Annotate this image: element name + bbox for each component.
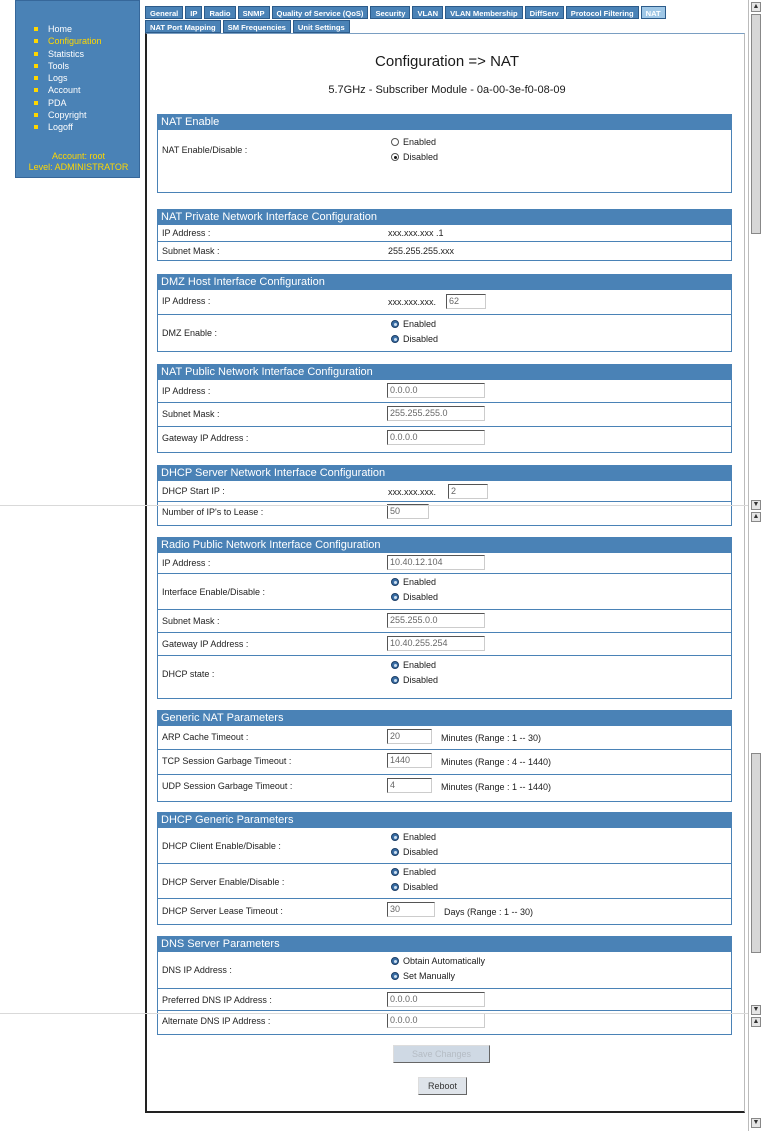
radio-ip-label: IP Address : — [162, 558, 211, 568]
tab-row-2 — [145, 20, 745, 33]
frame-divider-line — [0, 505, 748, 506]
radio-ifen-enabled[interactable] — [391, 577, 436, 587]
section-generic-nat — [157, 710, 732, 802]
section-dns — [157, 936, 732, 1035]
radio-dns-manual[interactable] — [391, 971, 455, 981]
radio-label: Enabled — [403, 832, 437, 842]
radio-dhcp-label: DHCP state : — [162, 669, 215, 679]
row-dns-pref — [158, 989, 731, 1011]
radio-label: Disabled — [403, 152, 439, 162]
nav-item-configuration[interactable]: Configuration — [34, 35, 139, 47]
tcp-input[interactable]: 1440 — [387, 753, 432, 768]
radio-label: Enabled — [403, 867, 437, 877]
section-header: Radio Public Network Interface Configuration — [158, 538, 731, 553]
private-mask-value: 255.255.255.xxx — [388, 246, 455, 256]
radio-label: Disabled — [403, 334, 439, 344]
tab-security[interactable]: Security — [370, 6, 410, 19]
radio-label: Obtain Automatically — [403, 956, 486, 966]
section-header: DMZ Host Interface Configuration — [158, 275, 731, 290]
udp-unit: Minutes (Range : 1 -- 1440) — [441, 782, 552, 792]
save-changes-button[interactable]: Save Changes — [393, 1045, 490, 1063]
row-public-ip — [158, 380, 731, 403]
radio-gw-label: Gateway IP Address : — [162, 639, 249, 649]
radio-label: Disabled — [403, 882, 439, 892]
row-dns-alt — [158, 1011, 731, 1033]
radio-ifen-label: Interface Enable/Disable : — [162, 587, 266, 597]
radio-dmz-enabled[interactable] — [391, 319, 436, 329]
radio-dhcp-client-disabled[interactable] — [391, 847, 438, 857]
arp-label: ARP Cache Timeout : — [162, 732, 249, 742]
tab-nat[interactable]: NAT — [641, 6, 666, 19]
row-dmz-ip — [158, 290, 731, 315]
radio-circle-icon[interactable] — [391, 578, 399, 586]
tab-vlan-membership[interactable]: VLAN Membership — [445, 6, 523, 19]
row-arp — [158, 726, 731, 750]
section-header: DNS Server Parameters — [158, 937, 731, 952]
row-dmz-enable — [158, 315, 731, 351]
radio-gw-input[interactable]: 10.40.255.254 — [387, 636, 485, 651]
tab-diffserv[interactable]: DiffServ — [525, 6, 564, 19]
udp-label: UDP Session Garbage Timeout : — [162, 781, 293, 791]
section-header: NAT Public Network Interface Configuration — [158, 365, 731, 380]
dhcp-lease-input[interactable]: 30 — [387, 902, 435, 917]
tab-radio[interactable]: Radio — [204, 6, 235, 19]
dhcp-num-input[interactable]: 50 — [387, 504, 429, 519]
dns-pref-input[interactable]: 0.0.0.0 — [387, 992, 485, 1007]
row-radio-ip — [158, 553, 731, 574]
nav-item-home[interactable]: Home — [34, 23, 139, 35]
dhcp-lease-unit: Days (Range : 1 -- 30) — [444, 907, 534, 917]
dmz-enable-label: DMZ Enable : — [162, 328, 218, 338]
row-radio-ifen — [158, 574, 731, 610]
radio-dhcp-disabled[interactable] — [391, 675, 438, 685]
row-private-ip — [158, 225, 731, 242]
nav-item-tools[interactable]: Tools — [34, 60, 139, 72]
tab-general[interactable]: General — [145, 6, 183, 19]
radio-dhcp-server-disabled[interactable] — [391, 882, 438, 892]
section-header: Generic NAT Parameters — [158, 711, 731, 726]
section-header: DHCP Generic Parameters — [158, 813, 731, 828]
dhcp-start-label: DHCP Start IP : — [162, 486, 225, 496]
section-dhcp-generic — [157, 812, 732, 925]
private-ip-label: IP Address : — [162, 228, 211, 238]
radio-mask-input[interactable]: 255.255.0.0 — [387, 613, 485, 628]
tcp-label: TCP Session Garbage Timeout : — [162, 756, 292, 766]
radio-ifen-disabled[interactable] — [391, 592, 438, 602]
section-header: NAT Enable — [158, 115, 731, 130]
section-nat-enable — [157, 114, 732, 193]
frame-divider-line — [0, 1013, 748, 1014]
radio-circle-icon[interactable] — [391, 848, 399, 856]
public-gw-label: Gateway IP Address : — [162, 433, 249, 443]
radio-nat-disabled[interactable] — [391, 152, 438, 162]
radio-dhcp-enabled[interactable] — [391, 660, 436, 670]
row-dhcp-start — [158, 481, 731, 502]
row-public-mask — [158, 403, 731, 427]
row-radio-gw — [158, 633, 731, 656]
scroll-down-icon[interactable]: ▼ — [752, 1119, 760, 1126]
row-dns-ip — [158, 952, 731, 989]
tab-sm-frequencies[interactable]: SM Frequencies — [223, 20, 291, 33]
scroll-up-icon[interactable]: ▲ — [752, 1018, 760, 1025]
account-info — [16, 151, 141, 173]
row-radio-dhcp — [158, 656, 731, 693]
dns-ip-label: DNS IP Address : — [162, 965, 232, 975]
row-dhcp-server — [158, 864, 731, 899]
tab-vlan[interactable]: VLAN — [412, 6, 443, 19]
radio-circle-icon[interactable] — [391, 883, 399, 891]
nav-item-pda[interactable]: PDA — [34, 97, 139, 109]
radio-circle-icon[interactable] — [391, 335, 399, 343]
page-title: Configuration => NAT — [375, 53, 519, 70]
radio-circle-icon[interactable] — [391, 833, 399, 841]
dns-pref-label: Preferred DNS IP Address : — [162, 995, 272, 1005]
section-header: DHCP Server Network Interface Configuration — [158, 466, 731, 481]
scroll-thumb[interactable] — [751, 753, 761, 953]
radio-label: Enabled — [403, 577, 437, 587]
radio-mask-label: Subnet Mask : — [162, 616, 220, 626]
dmz-ip-label: IP Address : — [162, 296, 211, 306]
row-tcp — [158, 750, 731, 775]
tab-ip[interactable]: IP — [185, 6, 202, 19]
row-nat-enable — [158, 130, 731, 190]
dhcp-lease-label: DHCP Server Lease Timeout : — [162, 906, 283, 916]
private-mask-label: Subnet Mask : — [162, 246, 220, 256]
radio-dhcp-server-enabled[interactable] — [391, 867, 436, 877]
account-level: Level: ADMINISTRATOR — [28, 162, 129, 172]
nav-list — [16, 1, 139, 134]
dhcp-start-prefix: xxx.xxx.xxx. — [388, 487, 437, 497]
radio-label: Enabled — [403, 660, 437, 670]
radio-label: Set Manually — [403, 971, 456, 981]
dmz-ip-input[interactable]: 62 — [446, 294, 486, 309]
section-nat-private — [157, 209, 732, 261]
radio-label: Enabled — [403, 319, 437, 329]
public-mask-label: Subnet Mask : — [162, 409, 220, 419]
scroll-thumb[interactable] — [751, 14, 761, 234]
radio-nat-enabled[interactable] — [391, 137, 436, 147]
radio-circle-icon[interactable] — [391, 957, 399, 965]
nav-item-statistics[interactable]: Statistics — [34, 48, 139, 60]
section-radio-public — [157, 537, 732, 699]
page-subtitle: 5.7GHz - Subscriber Module - 0a-00-3e-f0-08-09 — [328, 84, 566, 96]
arp-unit: Minutes (Range : 1 -- 30) — [441, 733, 542, 743]
dhcp-server-label: DHCP Server Enable/Disable : — [162, 877, 285, 887]
tab-qos[interactable]: Quality of Service (QoS) — [272, 6, 369, 19]
nat-enable-label: NAT Enable/Disable : — [162, 145, 248, 155]
tab-row-1 — [145, 6, 745, 19]
radio-dhcp-client-enabled[interactable] — [391, 832, 436, 842]
row-dhcp-lease — [158, 899, 731, 924]
row-public-gw — [158, 427, 731, 452]
radio-circle-icon[interactable] — [391, 676, 399, 684]
dhcp-start-input[interactable]: 2 — [448, 484, 488, 499]
dns-alt-label: Alternate DNS IP Address : — [162, 1016, 271, 1026]
nav-item-copyright[interactable]: Copyright — [34, 109, 139, 121]
radio-circle-icon[interactable] — [391, 320, 399, 328]
public-mask-input[interactable]: 255.255.255.0 — [387, 406, 485, 421]
row-udp — [158, 775, 731, 800]
section-nat-public — [157, 364, 732, 453]
arp-input[interactable]: 20 — [387, 729, 432, 744]
section-dhcp-server-interface — [157, 465, 732, 526]
nav-item-account[interactable]: Account — [34, 84, 139, 96]
radio-circle-icon[interactable] — [391, 593, 399, 601]
config-tabs — [145, 6, 745, 34]
radio-label: Disabled — [403, 592, 439, 602]
private-ip-value: xxx.xxx.xxx .1 — [388, 228, 444, 238]
scroll-down-icon[interactable]: ▼ — [752, 501, 760, 508]
radio-ip-input[interactable]: 10.40.12.104 — [387, 555, 485, 570]
radio-circle-icon[interactable] — [391, 868, 399, 876]
left-nav — [15, 0, 140, 178]
dhcp-num-label: Number of IP's to Lease : — [162, 507, 264, 517]
dhcp-client-label: DHCP Client Enable/Disable : — [162, 841, 281, 851]
radio-circle-icon[interactable] — [391, 972, 399, 980]
tab-unit-settings[interactable]: Unit Settings — [293, 20, 350, 33]
radio-label: Disabled — [403, 847, 439, 857]
scroll-down-icon[interactable]: ▼ — [752, 1006, 760, 1013]
radio-circle-icon[interactable] — [391, 661, 399, 669]
dns-alt-input[interactable]: 0.0.0.0 — [387, 1013, 485, 1028]
tab-nat-port-mapping[interactable]: NAT Port Mapping — [145, 20, 221, 33]
row-private-mask — [158, 242, 731, 260]
section-header: NAT Private Network Interface Configuration — [158, 210, 731, 225]
radio-dns-auto[interactable] — [391, 956, 485, 966]
main-panel — [145, 33, 745, 1113]
nav-item-logoff[interactable]: Logoff — [34, 121, 139, 133]
radio-dmz-disabled[interactable] — [391, 334, 438, 344]
public-ip-label: IP Address : — [162, 386, 211, 396]
account-name: Account: root — [51, 151, 106, 161]
tab-protocol-filtering[interactable]: Protocol Filtering — [566, 6, 639, 19]
scroll-up-icon[interactable]: ▲ — [752, 3, 760, 10]
radio-selected-icon[interactable] — [391, 153, 399, 161]
tcp-unit: Minutes (Range : 4 -- 1440) — [441, 757, 552, 767]
tab-snmp[interactable]: SNMP — [238, 6, 270, 19]
udp-input[interactable]: 4 — [387, 778, 432, 793]
reboot-button[interactable]: Reboot — [418, 1077, 467, 1095]
radio-label: Disabled — [403, 675, 439, 685]
public-gw-input[interactable]: 0.0.0.0 — [387, 430, 485, 445]
radio-label: Enabled — [403, 137, 437, 147]
section-dmz — [157, 274, 732, 352]
public-ip-input[interactable]: 0.0.0.0 — [387, 383, 485, 398]
nav-item-logs[interactable]: Logs — [34, 72, 139, 84]
dmz-ip-prefix: xxx.xxx.xxx. — [388, 297, 437, 307]
vertical-scrollbar[interactable] — [748, 0, 763, 1131]
radio-circle-icon[interactable] — [391, 138, 399, 146]
scroll-up-icon[interactable]: ▲ — [752, 513, 760, 520]
row-radio-mask — [158, 610, 731, 633]
row-dhcp-client — [158, 828, 731, 864]
